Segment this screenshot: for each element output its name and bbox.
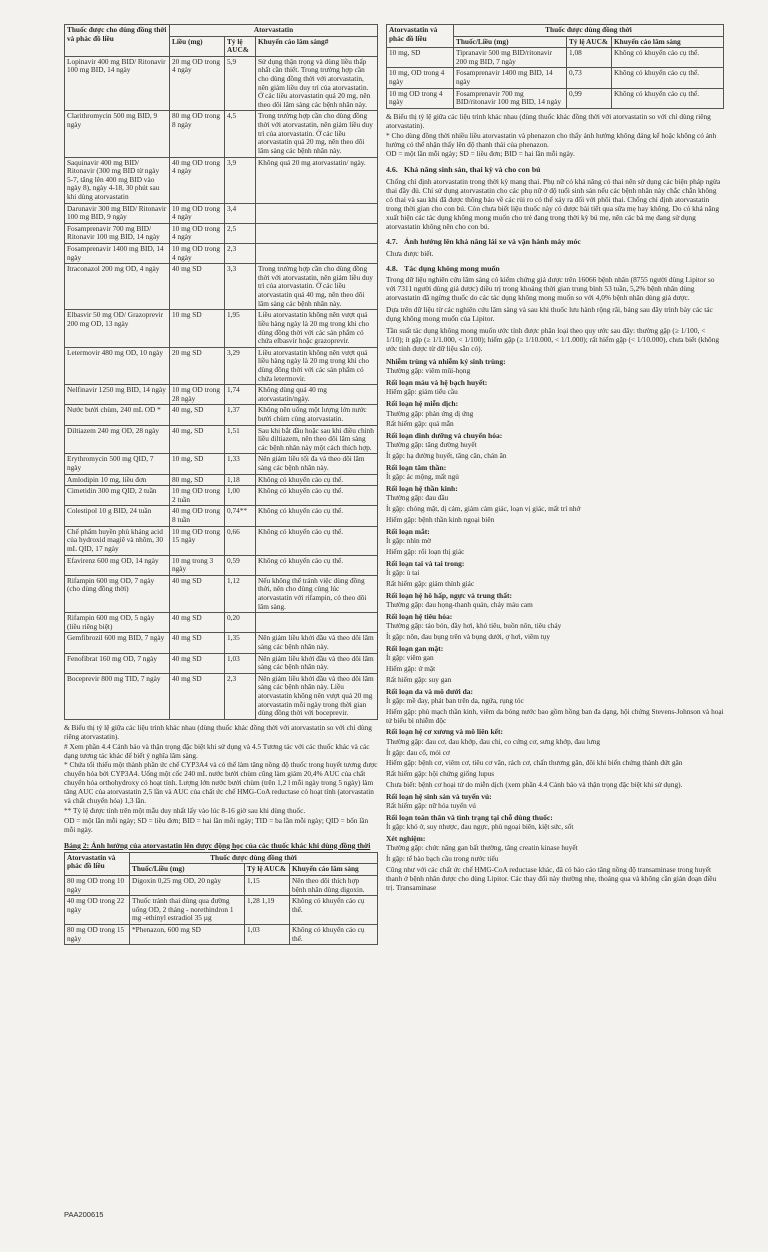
cell-drug: Diltiazem 240 mg OD, 28 ngày — [65, 425, 170, 454]
cell-recommendation: Nên theo dõi thích hợp bệnh nhân dùng digoxin. — [290, 876, 378, 896]
header-auc-ratio: Tỷ lệ AUC& — [245, 864, 290, 876]
cell-recommendation — [256, 203, 378, 223]
section-4-6 — [386, 165, 724, 231]
header-drug-dose: Thuốc/Liều (mg) — [130, 864, 245, 876]
footnote: * Chứa tối thiểu một thành phần ức chế CYP3A4 và có thể làm tăng nồng độ thuốc trong huyết tương được chuyển hóa bởi CYP3A4. Uống một cốc 240 mL nước bưởi chùm cũng làm giảm 20,4% AUC của chất chuyển hóa orthohydroxy có hoạt tính. Lượng lớn nước bưởi chùm (trên 1,2 l mỗi ngày trong 5 ngày) làm tăng AUC của atorvastatin 2,5 lần và AUC của chất ức chế HMG-CoA reductase có hoạt tính (atorvastatin và chất chuyển hóa) 1,3 lần. — [64, 760, 378, 805]
footnote: # Xem phần 4.4 Cảnh báo và thận trọng đặc biệt khi sử dụng và 4.5 Tương tác với các thuốc khác và các dạng tương tác khác để biết ý nghĩa lâm sàng. — [64, 741, 370, 760]
cell-auc: 1,28 1,19 — [245, 896, 290, 925]
adverse-effect-item: Thường gặp: tăng đường huyết — [386, 440, 477, 450]
cell-dose: 10 mg OD trong 15 ngày — [170, 526, 225, 555]
table-row — [65, 575, 378, 612]
interaction-table-3 — [386, 24, 724, 109]
adverse-effect-item: Ít gặp: tế bào bạch cầu trong nước tiểu — [386, 854, 499, 864]
cell-drug: Tipranavir 500 mg BID/ritonavir 200 mg BID, 7 ngày — [454, 48, 567, 68]
section-4-6-heading — [386, 165, 724, 175]
table-row — [65, 310, 378, 347]
cell-drug: Itraconazol 200 mg OD, 4 ngày — [65, 264, 170, 310]
adverse-effect-item: Thường gặp: chức năng gan bất thường, tăng creatin kinase huyết — [386, 843, 578, 853]
cell-auc: 1,12 — [225, 575, 256, 612]
cell-atorvastatin-regimen: 10 mg, SD — [387, 48, 454, 68]
cell-dose: 40 mg OD trong 4 ngày — [170, 157, 225, 203]
adverse-effect-item: Hiếm gặp: rối loạn thị giác — [386, 547, 465, 557]
cell-drug: Elbasvir 50 mg OD/ Grazoprevir 200 mg OD, 13 ngày — [65, 310, 170, 347]
cell-dose: 10 mg OD trong 2 tuần — [170, 486, 225, 506]
cell-drug: Thuốc tránh thai dùng qua đường uống OD, 2 tháng - norethindron 1 mg -ethinyl estradiol 35 µg — [130, 896, 245, 925]
cell-recommendation: Không có khuyến cáo cụ thể. — [256, 506, 378, 526]
adverse-effect-item: Hiếm gặp: giảm tiểu cầu — [386, 387, 458, 397]
table-1-footnotes — [64, 724, 378, 835]
section-4-8-paragraph-3: Tần suất tác dụng không mong muốn ước tính được phân loại theo quy ước sau đây: thường gặp (≥ 1/100, < 1/10); ít gặp (≥ 1/1.000, < 1/100); hiếm gặp (≥ 1/10.000, < 1/1.000); rất hiếm gặp (< 1/10.000), chưa biết (không ước tính được từ dữ liệu sẵn có). — [386, 326, 720, 354]
cell-auc: 1,51 — [225, 425, 256, 454]
cell-drug: Amlodipin 10 mg, liều đơn — [65, 474, 170, 486]
section-4-7 — [386, 237, 724, 258]
cell-recommendation: Không có khuyến cáo cụ thể. — [256, 486, 378, 506]
adverse-effect-item: Ít gặp: khó ở, suy nhược, đau ngực, phù ngoại biên, kiệt sức, sốt — [386, 822, 574, 832]
cell-recommendation — [256, 244, 378, 264]
cell-drug: Letermovir 480 mg OD, 10 ngày — [65, 347, 170, 384]
adverse-effect-item: Thường gặp: viêm mũi-họng — [386, 366, 471, 376]
adverse-effect-item: Ít gặp: chóng mặt, dị cảm, giảm cảm giác, loạn vị giác, mất trí nhớ — [386, 504, 581, 514]
cell-drug: Nelfinavir 1250 mg BID, 14 ngày — [65, 385, 170, 405]
cell-drug: Clarithromycin 500 mg BID, 9 ngày — [65, 111, 170, 157]
cell-auc: 1,03 — [245, 925, 290, 945]
cell-dose: 20 mg SD — [170, 347, 225, 384]
cell-recommendation — [256, 613, 378, 633]
cell-recommendation: Không có khuyến cáo cụ thể. — [612, 48, 724, 68]
cell-recommendation: Không nên uống một lượng lớn nước bưởi chùm cùng atorvastatin. — [256, 405, 378, 425]
cell-recommendation: Trong trường hợp cần cho dùng đồng thời với atorvastatin, nên giảm liều duy trì của atorvastatin. Ở các liều atorvastatin quá 40 mg, nên theo dõi lâm sàng các bệnh nhân này. — [256, 264, 378, 310]
cell-recommendation: Nên giảm liều khởi đầu và theo dõi lâm sàng các bệnh nhân này. — [256, 633, 378, 653]
header-clinical-recommendation: Khuyến cáo lâm sàng — [612, 36, 724, 48]
cell-auc: 1,03 — [225, 653, 256, 673]
adverse-effect-item: Thường gặp: táo bón, đầy hơi, khó tiêu, buồn nôn, tiêu chảy — [386, 621, 562, 631]
table-row — [65, 347, 378, 384]
table-row — [387, 68, 724, 88]
header-clinical-recommendation: Khuyến cáo lâm sàng# — [256, 36, 378, 56]
cell-auc: 1,18 — [225, 474, 256, 486]
adverse-effect-item: Thường gặp: đau cơ, đau khớp, đau chi, co cứng cơ, sưng khớp, đau lưng — [386, 736, 601, 746]
adverse-effect-item: Ít gặp: hạ đường huyết, tăng cân, chán ăn — [386, 451, 507, 461]
adverse-effect-item: Rất hiếm gặp: hội chứng giống lupus — [386, 769, 495, 779]
adverse-effect-item: Rất hiếm gặp: nữ hóa tuyến vú — [386, 801, 476, 811]
table-row — [65, 385, 378, 405]
cell-dose: 80 mg OD trong 8 ngày — [170, 111, 225, 157]
header-dose: Liều (mg) — [170, 36, 225, 56]
cell-drug: Saquinavir 400 mg BID/ Ritonavir (300 mg BID từ ngày 5-7, tăng lên 400 mg BID vào ngày 8), ngày 4-18, 30 phút sau khi dùng atorvastatin — [65, 157, 170, 203]
organ-class-heading: Rối loạn mắt: — [386, 527, 430, 537]
cell-drug: Rifampin 600 mg OD, 7 ngày (cho dùng đồng thời) — [65, 575, 170, 612]
cell-dose: 10 mg OD trong 28 ngày — [170, 385, 225, 405]
cell-recommendation: Không có khuyến cáo cụ thể. — [290, 896, 378, 925]
cell-recommendation: Không dùng quá 40 mg atorvastatin/ngày. — [256, 385, 378, 405]
cell-dose: 20 mg OD trong 4 ngày — [170, 56, 225, 111]
cell-auc: 0,99 — [567, 88, 612, 108]
cell-auc: 2,3 — [225, 244, 256, 264]
header-atorvastatin-regimen: Atorvastatin và phác đồ liều — [387, 25, 454, 48]
table-row — [65, 405, 378, 425]
cell-dose: 10 mg OD trong 4 ngày — [170, 203, 225, 223]
table-row — [65, 454, 378, 474]
cell-recommendation: Nếu không thể tránh việc dùng đồng thời, nên cho dùng cùng lúc atorvastatin với rifampin, có theo dõi lâm sàng. — [256, 575, 378, 612]
adverse-effect-item: Hiếm gặp: phù mạch thần kinh, viêm da bóng nước bao gồm hồng ban đa dạng, hội chứng Stevens-Johnson và hoại tử biểu bì nhiễm độc — [386, 706, 724, 725]
table-3-footnotes — [386, 113, 724, 159]
adverse-effect-item: Ít gặp: viêm gan — [386, 652, 434, 662]
table-row — [65, 157, 378, 203]
organ-class-heading: Rối loạn hệ miễn dịch: — [386, 399, 459, 409]
organ-class-heading: Rối loạn dinh dưỡng và chuyển hóa: — [386, 431, 503, 441]
cell-atorvastatin-regimen: 80 mg OD trong 10 ngày — [65, 876, 130, 896]
table-row — [65, 223, 378, 243]
organ-class-heading: Rối loạn gan mật: — [386, 643, 444, 653]
table-2-title: Bảng 2: Ảnh hưởng của atorvastatin lên dược động học của các thuốc khác khi dùng đồng thời — [64, 840, 371, 850]
cell-drug: Chế phẩm huyền phù kháng acid của hydroxid magiê và nhôm, 30 mL QID, 17 ngày — [65, 526, 170, 555]
cell-recommendation: Không có khuyến cáo cụ thể. — [612, 68, 724, 88]
footnote: ** Tỷ lệ được tính trên một mẫu duy nhất lấy vào lúc 8-16 giờ sau khi dùng thuốc. — [64, 805, 306, 815]
table-row — [65, 925, 378, 945]
header-clinical-recommendation: Khuyến cáo lâm sàng — [290, 864, 378, 876]
table-row — [65, 653, 378, 673]
cell-auc: 1,35 — [225, 633, 256, 653]
cell-recommendation: Không có khuyến cáo cụ thể. — [256, 474, 378, 486]
table-row — [65, 613, 378, 633]
organ-class-heading: Rối loạn máu và hệ bạch huyết: — [386, 378, 488, 388]
header-atorvastatin-regimen: Atorvastatin và phác đồ liều — [65, 852, 130, 875]
organ-class-heading: Rối loạn tâm thần: — [386, 463, 447, 473]
organ-class-heading: Rối loạn hệ thần kinh: — [386, 484, 458, 494]
cell-drug: Fosamprenavir 1400 mg BID, 14 ngày — [65, 244, 170, 264]
adverse-effect-item: Cũng như với các chất ức chế HMG-CoA reductase khác, đã có báo cáo tăng nồng độ transaminase trong huyết thanh ở bệnh nhân được cho dùng Lipitor. Các thay đổi này thường nhẹ, thoáng qua và không cần gián đoạn điều trị. Transaminase — [386, 865, 717, 892]
footnote: OD = một lần mỗi ngày; SD = liều đơn; BID = hai lần mỗi ngày. — [386, 149, 575, 159]
table-row — [65, 506, 378, 526]
adverse-effect-item: Ít gặp: nôn, đau bụng trên và bụng dưới, ợ hơi, viêm tụy — [386, 631, 551, 641]
cell-auc: 1,95 — [225, 310, 256, 347]
table-row — [65, 876, 378, 896]
adverse-effect-item: Thường gặp: đau đầu — [386, 493, 449, 503]
organ-class-heading: Rối loạn toàn thân và tình trạng tại chỗ dùng thuốc: — [386, 813, 553, 823]
cell-auc: 0,73 — [567, 68, 612, 88]
organ-class-heading: Rối loạn hệ hô hấp, ngực và trung thất: — [386, 590, 512, 600]
section-number: 4.7. — [386, 237, 398, 247]
cell-recommendation: Liều atorvastatin không nên vượt quá liều hàng ngày là 20 mg trong khi cho dùng đồng thời với các sản phẩm có chứa elbasvir hoặc grazoprevir. — [256, 310, 378, 347]
table-row — [65, 673, 378, 719]
section-4-7-heading — [386, 237, 724, 247]
cell-dose: 40 mg SD — [170, 613, 225, 633]
cell-dose: 10 mg OD trong 4 ngày — [170, 223, 225, 243]
cell-auc: 3,3 — [225, 264, 256, 310]
cell-dose: 10 mg, SD — [170, 454, 225, 474]
cell-recommendation: Không có khuyến cáo cụ thể. — [612, 88, 724, 108]
table-row — [65, 56, 378, 111]
adverse-effect-item: Thường gặp: đau họng-thanh quản, chảy máu cam — [386, 600, 533, 610]
section-title: Ảnh hưởng lên khả năng lái xe và vận hành máy móc — [404, 237, 581, 247]
section-4-8-paragraph-2: Dựa trên dữ liệu từ các nghiên cứu lâm sàng và sau khi thuốc lưu hành rộng rãi, bảng sau đây trình bày các tác dụng không mong muốn của Lipitor. — [386, 305, 713, 324]
right-column — [386, 24, 724, 895]
cell-drug: Boceprevir 800 mg TID, 7 ngày — [65, 673, 170, 719]
cell-drug: Digoxin 0,25 mg OD, 20 ngày — [130, 876, 245, 896]
section-number: 4.8. — [386, 263, 398, 273]
cell-auc: 1,33 — [225, 454, 256, 474]
header-auc-ratio: Tỷ lệ AUC& — [225, 36, 256, 56]
document-code: PAA200615 — [64, 1210, 104, 1219]
cell-recommendation: Liều atorvastatin không nên vượt quá liều hàng ngày là 20 mg trong khi cho dùng đồng thời với các sản phẩm có chứa letermovir. — [256, 347, 378, 384]
cell-auc: 1,74 — [225, 385, 256, 405]
header-coadministered-group: Thuốc được dùng đồng thời — [130, 852, 378, 864]
cell-drug: Darunavir 300 mg BID/ Ritonavir 100 mg BID, 9 ngày — [65, 203, 170, 223]
interaction-table-2-body — [65, 876, 378, 945]
organ-class-heading: Rối loạn hệ cơ xương và mô liên kết: — [386, 727, 503, 737]
section-4-8-heading — [386, 264, 724, 274]
table-row — [65, 633, 378, 653]
left-column — [64, 24, 378, 945]
cell-drug: Fenofibrat 160 mg OD, 7 ngày — [65, 653, 170, 673]
cell-dose: 10 mg trong 3 ngày — [170, 555, 225, 575]
cell-recommendation: Nên giảm liều khởi đầu và theo dõi lâm sàng các bệnh nhân này. — [256, 653, 378, 673]
cell-atorvastatin-regimen: 10 mg OD trong 4 ngày — [387, 88, 454, 108]
cell-auc: 0,66 — [225, 526, 256, 555]
section-4-8 — [386, 264, 724, 893]
section-4-6-text: Chống chỉ định atorvastatin trong thời kỳ mang thai. Phụ nữ có khả năng có thai nên sử dụng các biện pháp ngừa thai đầy đủ. Chỉ sử dụng atorvastatin cho các phụ nữ ở độ tuổi sinh sản nếu các bệnh nhân này chắc chắn không có thai và sau khi đã được thông báo về các rủi ro có thể xảy ra đối với phôi thai. Chống chỉ định atorvastatin trong thời gian cho con bú. Còn chưa biết liệu thuốc này có được bài tiết qua sữa mẹ hay không. Do có khả năng xuất hiện các tác dụng không mong muốn cho trẻ đang trong thời kỳ bú mẹ, nên các bà mẹ đang sử dụng atorvastatin không nên cho con bú. — [386, 176, 721, 231]
adverse-effects-list — [386, 357, 724, 892]
cell-recommendation: Sử dụng thận trọng và dùng liều thấp nhất cần thiết. Trong trường hợp cần cho dùng đồng thời với atorvastatin, nên giảm liều duy trì của atorvastatin. Ở các liều atorvastatin quá 20 mg, nên theo dõi lâm sàng các bệnh nhân này. — [256, 56, 378, 111]
cell-recommendation — [256, 223, 378, 243]
cell-dose: 40 mg, SD — [170, 425, 225, 454]
cell-recommendation: Không có khuyến cáo cụ thể. — [256, 555, 378, 575]
cell-recommendation: Không có khuyến cáo cụ thể. — [256, 526, 378, 555]
section-number: 4.6. — [386, 165, 398, 175]
table-row — [65, 896, 378, 925]
section-4-7-text: Chưa được biết. — [386, 248, 434, 258]
organ-class-heading: Nhiễm trùng và nhiễm ký sinh trùng: — [386, 357, 506, 367]
cell-recommendation: Không có khuyến cáo cụ thể. — [290, 925, 378, 945]
header-atorvastatin: Atorvastatin — [170, 25, 378, 37]
interaction-table-1 — [64, 24, 378, 720]
organ-class-heading: Rối loạn da và mô dưới da: — [386, 686, 474, 696]
adverse-effect-item: Ít gặp: mề đay, phát ban trên da, ngứa, rụng tóc — [386, 695, 524, 705]
cell-drug: Cimetidin 300 mg QID, 2 tuần — [65, 486, 170, 506]
adverse-effect-item: Thường gặp: phản ứng dị ứng — [386, 408, 474, 418]
cell-dose: 40 mg SD — [170, 653, 225, 673]
cell-auc: 1,15 — [245, 876, 290, 896]
cell-auc: 1,00 — [225, 486, 256, 506]
cell-drug: Fosamprenavir 700 mg BID/ritonavir 100 mg BID, 14 ngày — [454, 88, 567, 108]
table-row — [387, 48, 724, 68]
adverse-effect-item: Hiếm gặp: bệnh cơ, viêm cơ, tiêu cơ vân, rách cơ, chấn thương gân, đôi khi biến chứng thành đứt gân — [386, 758, 683, 768]
cell-dose: 40 mg, SD — [170, 405, 225, 425]
footnote: * Cho dùng đồng thời nhiều liều atorvastatin và phenazon cho thấy ảnh hưởng không đáng kể hoặc không có ảnh hưởng có thể nhận thấy lên độ thanh thải của phenazon. — [386, 130, 717, 149]
cell-dose: 10 mg SD — [170, 310, 225, 347]
section-title: Tác dụng không mong muốn — [404, 263, 500, 273]
cell-dose: 40 mg SD — [170, 575, 225, 612]
cell-auc: 3,29 — [225, 347, 256, 384]
section-4-8-paragraph-1: Trong dữ liệu nghiên cứu lâm sàng có kiểm chứng giả dược trên 16066 bệnh nhân (8755 người dùng Lipitor so với 7311 người dùng giả dược) điều trị trong khoảng thời gian trung bình 53 tuần, 5,2% bệnh nhân dùng atorvastatin đã ngừng thuốc do các tác dụng không mong muốn so với 4,0% bệnh nhân dùng giả dược. — [386, 275, 715, 303]
cell-drug: Rifampin 600 mg OD, 5 ngày (liều riêng biệt) — [65, 613, 170, 633]
adverse-effect-item: Ít gặp: ù tai — [386, 568, 420, 578]
cell-auc: 0,20 — [225, 613, 256, 633]
cell-dose: 80 mg, SD — [170, 474, 225, 486]
adverse-effect-item: Rất hiếm gặp: quá mẫn — [386, 419, 454, 429]
section-title: Khả năng sinh sản, thai kỳ và cho con bú — [404, 165, 541, 175]
footnote: & Biểu thị tỷ lệ giữa các liệu trình khác nhau (dùng thuốc khác đồng thời với atorvastatin so với chỉ dùng riêng atorvastatin). — [386, 111, 711, 130]
organ-class-heading: Rối loạn tai và tai trong: — [386, 558, 465, 568]
adverse-effect-item: Hiếm gặp: bệnh thần kinh ngoại biên — [386, 515, 495, 525]
header-drug-dose: Thuốc/Liều (mg) — [454, 36, 567, 48]
interaction-table-3-body — [387, 48, 724, 109]
table-row — [65, 264, 378, 310]
cell-dose: 40 mg SD — [170, 264, 225, 310]
table-row — [65, 474, 378, 486]
table-row — [387, 88, 724, 108]
adverse-effect-item: Rất hiếm gặp: suy gan — [386, 674, 452, 684]
cell-atorvastatin-regimen: 80 mg OD trong 15 ngày — [65, 925, 130, 945]
interaction-table-2 — [64, 852, 378, 945]
cell-dose: 40 mg SD — [170, 673, 225, 719]
cell-drug: Gemfibrozil 600 mg BID, 7 ngày — [65, 633, 170, 653]
cell-recommendation: Nên giảm liều khởi đầu và theo dõi lâm sàng các bệnh nhân này. Liều atorvastatin không nên vượt quá 20 mg atorvastatin mỗi ngày trong thời gian dùng đồng thời với boceprevir. — [256, 673, 378, 719]
cell-atorvastatin-regimen: 40 mg OD trong 22 ngày — [65, 896, 130, 925]
table-row — [65, 203, 378, 223]
header-coadministered-drug: Thuốc được cho dùng đồng thời và phác đồ liều — [65, 25, 170, 57]
cell-drug: Efavirenz 600 mg OD, 14 ngày — [65, 555, 170, 575]
cell-auc: 0,74** — [225, 506, 256, 526]
table-row — [65, 111, 378, 157]
cell-drug: Erythromycin 500 mg QID, 7 ngày — [65, 454, 170, 474]
adverse-effect-item: Ít gặp: đau cổ, mỏi cơ — [386, 747, 450, 757]
cell-auc: 5,9 — [225, 56, 256, 111]
interaction-table-1-body — [65, 56, 378, 719]
organ-class-heading: Rối loạn hệ tiêu hóa: — [386, 611, 453, 621]
header-auc-ratio: Tỷ lệ AUC& — [567, 36, 612, 48]
organ-class-heading: Xét nghiệm: — [386, 834, 426, 844]
cell-auc: 4,5 — [225, 111, 256, 157]
table-row — [65, 486, 378, 506]
cell-dose: 40 mg OD trong 8 tuần — [170, 506, 225, 526]
footnote: OD = một lần mỗi ngày; SD = liều đơn; BID = hai lần mỗi ngày; TID = ba lần mỗi ngày; QID = bốn lần mỗi ngày. — [64, 815, 369, 834]
cell-dose: 40 mg SD — [170, 633, 225, 653]
table-row — [65, 526, 378, 555]
cell-auc: 1,08 — [567, 48, 612, 68]
cell-drug: Nước bưởi chùm, 240 mL OD * — [65, 405, 170, 425]
cell-drug: Fosamprenavir 700 mg BID/ Ritonavir 100 mg BID, 14 ngày — [65, 223, 170, 243]
cell-drug: Colestipol 10 g BID, 24 tuần — [65, 506, 170, 526]
adverse-effect-item: Ít gặp: nhìn mờ — [386, 536, 431, 546]
cell-drug: *Phenazon, 600 mg SD — [130, 925, 245, 945]
cell-auc: 3,4 — [225, 203, 256, 223]
adverse-effect-item: Rất hiếm gặp: giảm thính giác — [386, 579, 475, 588]
cell-auc: 0,59 — [225, 555, 256, 575]
cell-dose: 10 mg OD trong 4 ngày — [170, 244, 225, 264]
adverse-effect-item: Chưa biết: bệnh cơ hoại tử do miễn dịch (xem phần 4.4 Cảnh báo và thận trọng đặc biệt khi sử dụng). — [386, 780, 683, 790]
table-row — [65, 555, 378, 575]
cell-recommendation: Nên giảm liều tối đa và theo dõi lâm sàng các bệnh nhân này. — [256, 454, 378, 474]
cell-recommendation: Không quá 20 mg atorvastatin/ ngày. — [256, 157, 378, 203]
cell-recommendation: Sau khi bắt đầu hoặc sau khi điều chỉnh liều diltiazem, nên theo dõi lâm sàng các bệnh nhân này một cách thích hợp. — [256, 425, 378, 454]
cell-auc: 3,9 — [225, 157, 256, 203]
cell-atorvastatin-regimen: 10 mg, OD trong 4 ngày — [387, 68, 454, 88]
cell-drug: Lopinavir 400 mg BID/ Ritonavir 100 mg BID, 14 ngày — [65, 56, 170, 111]
cell-auc: 1,37 — [225, 405, 256, 425]
organ-class-heading: Rối loạn hệ sinh sản và tuyến vú: — [386, 792, 492, 802]
cell-auc: 2,5 — [225, 223, 256, 243]
header-coadministered-group: Thuốc được dùng đồng thời — [454, 25, 724, 37]
table-row — [65, 425, 378, 454]
cell-recommendation: Trong trường hợp cần cho dùng đồng thời với atorvastatin, nên giảm liều duy trì của atorvastatin. Ở các liều atorvastatin quá 20 mg, nên theo dõi lâm sàng các bệnh nhân này. — [256, 111, 378, 157]
adverse-effect-item: Ít gặp: ác mộng, mất ngủ — [386, 472, 459, 482]
adverse-effect-item: Hiếm gặp: ứ mật — [386, 663, 436, 673]
cell-auc: 2,3 — [225, 673, 256, 719]
cell-drug: Fosamprenavir 1400 mg BID, 14 ngày — [454, 68, 567, 88]
table-row — [65, 244, 378, 264]
footnote: & Biểu thị tỷ lệ giữa các liệu trình khác nhau (dùng thuốc khác đồng thời với atorvastatin so với chỉ dùng riêng atorvastatin). — [64, 722, 372, 741]
